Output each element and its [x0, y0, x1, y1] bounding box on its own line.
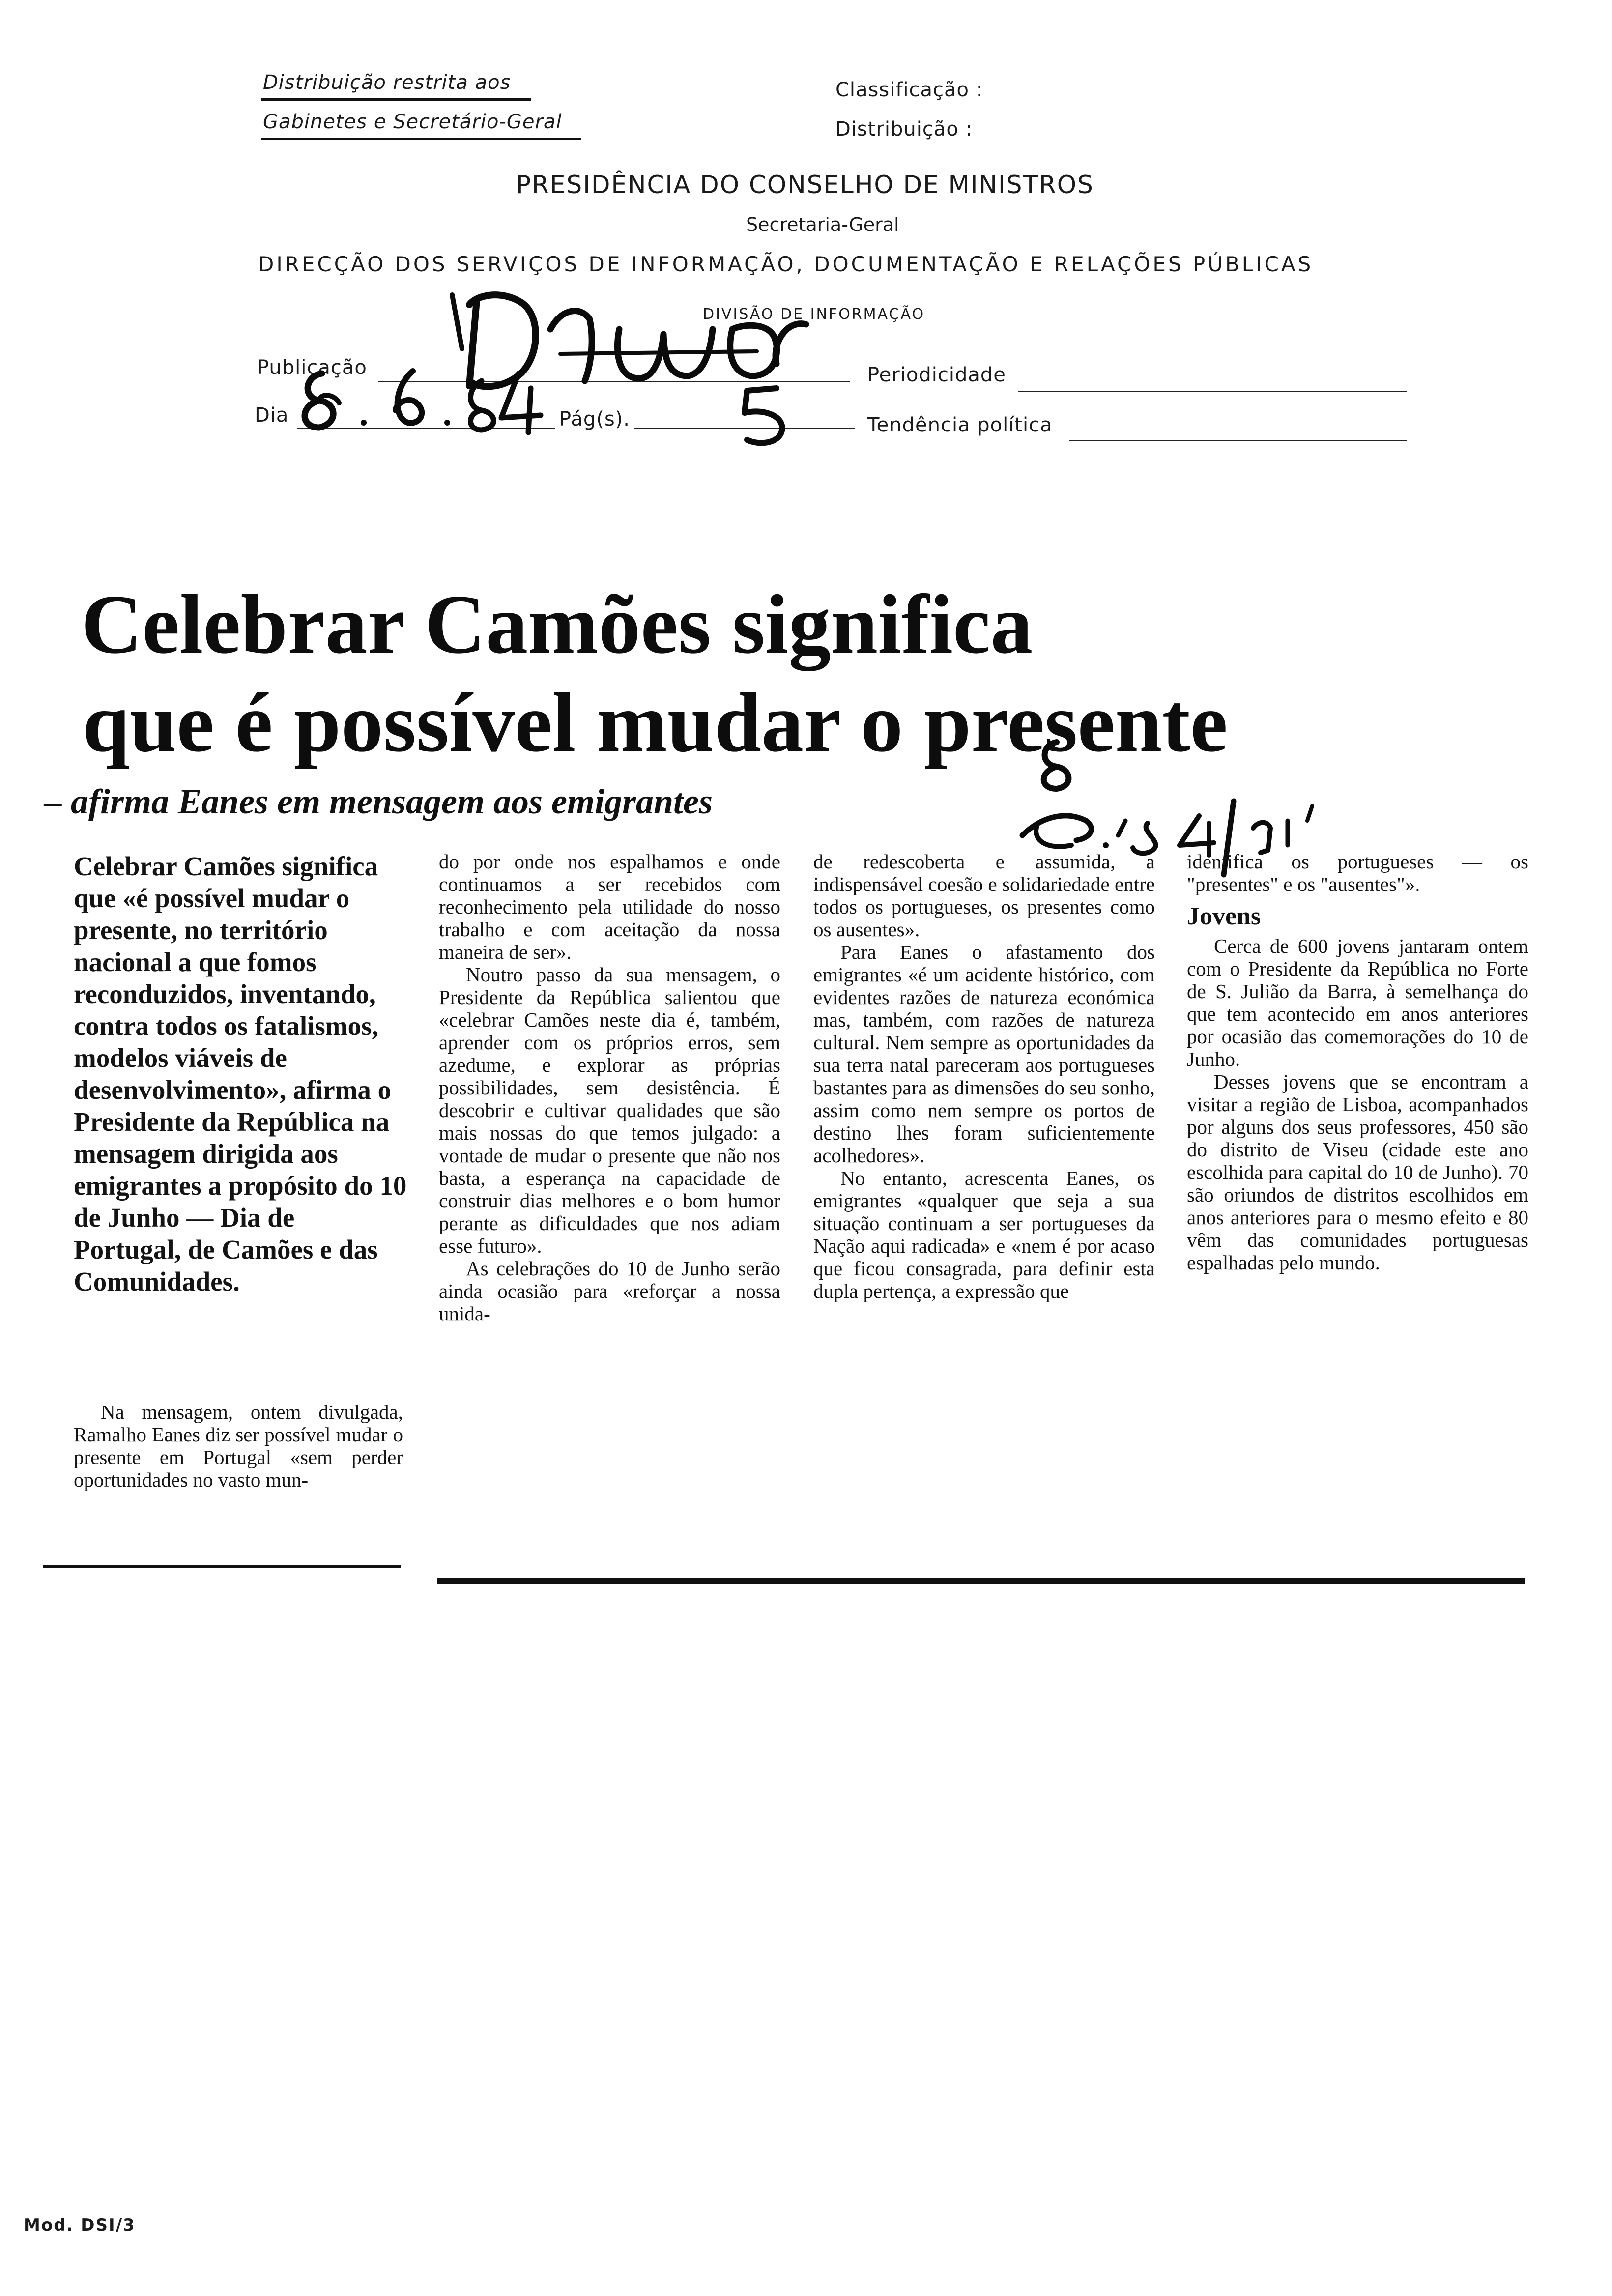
article-col2-paragraph-3: As celebrações do 10 de Junho serão ainda ocasião para «reforçar a nossa unida- [439, 1257, 780, 1325]
article-col4-paragraph-3: Desses jovens que se encontram a visitar a região de Lisboa, acompanhados por alguns dos seus professores, 450 são do distrito de Viseu (cidade este ano escolhida para capital do 10 de Junho). 70 são oriundos de distritos escolhidos em anos anteriores para o mesmo efeito e 80 vêm das comunidades portuguesas espalhadas pelo mundo. [1187, 1070, 1528, 1274]
presidencia-title: PRESIDÊNCIA DO CONSELHO DE MINISTROS [516, 171, 1094, 199]
article-col2-paragraph-2: Noutro passo da sua mensagem, o Presidente da República salientou que «celebrar Camões neste dia é, também, aprender com os próprios erros, sem azedume, e explorar as próprias possibilidades, sem desistência. É descobrir e cultivar qualidades que são mais nossas do que temos julgado: a vontade de mudar o presente que não nos basta, a esperança na capacidade de construir dias melhores e o bom humor perante as dificuldades que nos adiam esse futuro». [439, 963, 780, 1257]
dia-label: Dia [255, 404, 289, 427]
handwritten-publication-name-icon [246, 275, 885, 452]
headline-line-1: Celebrar Camões significa [81, 578, 1033, 671]
article-col2-body [439, 850, 780, 1325]
classificacao-label: Classificação : [835, 79, 983, 101]
article-col1-body [74, 1401, 403, 1491]
article-col3-paragraph-2: Para Eanes o afastamento dos emigrantes «é um acidente histórico, com evidentes razões de natureza económica mas, também, com razões de natureza cultural. Nem sempre as oportunidades da sua terra natal pareceram aos portugueses bastantes para as dimensões do seu sonho, assim como nem sempre os portos de destino lhes foram suficientemente acolhedores». [813, 941, 1155, 1167]
distribution-notice-line-1: Distribuição restrita aos [263, 71, 511, 94]
section-heading-jovens: Jovens [1187, 902, 1261, 930]
article-col3-body [813, 850, 1155, 1302]
form-model-code: Mod. DSI/3 [24, 2215, 136, 2235]
article-col4-body [1187, 850, 1528, 1274]
tendencia-label: Tendência política [867, 414, 1053, 436]
article-col4-paragraph-1: identifica os portugueses — os "presentes" e os "ausentes"». [1187, 850, 1528, 895]
distribuicao-label: Distribuição : [835, 118, 973, 141]
article-col2-paragraph-1: do por onde nos espalhamos e onde continuamos a ser recebidos com reconhecimento pela utilidade do nosso trabalho e com aceitação da nossa maneira de ser». [439, 850, 780, 963]
publicacao-label: Publicação [257, 356, 367, 379]
headline-line-2: que é possível mudar o presente [83, 676, 1228, 770]
column1-bottom-rule [43, 1565, 401, 1568]
article-col4-paragraph-2: Cerca de 600 jovens jantaram ontem com o Presidente da República no Forte de S. Julião da Barra, à semelhança do que tem acontecido em anos anteriores por ocasião das comemorações do 10 de Junho. [1187, 935, 1528, 1070]
periodicidade-label: Periodicidade [867, 364, 1006, 386]
pags-label: Pág(s). [555, 408, 634, 430]
article-col3-paragraph-3: No entanto, acrescenta Eanes, os emigrantes «qualquer que seja a sua situação continuam a ser portugueses da Nação aqui radicada» e «nem é por acaso que ficou consagrada, para definir esta dupla pertença, a expressão que [813, 1167, 1155, 1302]
divisao-informacao: DIVISÃO DE INFORMAÇÃO [703, 306, 925, 323]
distribution-underline-2 [261, 138, 581, 140]
distribution-notice-line-2: Gabinetes e Secretário-Geral [263, 111, 562, 133]
periodicidade-line [1018, 391, 1407, 392]
secretaria-geral: Secretaria-Geral [746, 214, 899, 235]
direccao-title: DIRECÇÃO DOS SERVIÇOS DE INFORMAÇÃO, DOCUMENTAÇÃO E RELAÇÕES PÚBLICAS [258, 252, 1314, 276]
article-lead: Celebrar Camões significa que «é possível mudar o presente, no território nacional a que fomos reconduzidos, inventando, contra todos os fatalismos, modelos viáveis de desenvolvimento», afirma o Presidente da República na mensagem dirigida aos emigrantes a propósito do 10 de Junho — Dia de Portugal, de Camões e das Comunidades. [74, 851, 407, 1296]
tendencia-line [1069, 440, 1407, 441]
article-col3-paragraph-1: de redescoberta e assumida, a indispensável coesão e solidariedade entre todos os portugueses, os presentes como os ausentes». [813, 850, 1155, 941]
subheadline: – afirma Eanes em mensagem aos emigrantes [44, 782, 713, 821]
distribution-underline-1 [261, 98, 531, 101]
article-bottom-rule [437, 1578, 1525, 1584]
article-col1-paragraph: Na mensagem, ontem divulgada, Ramalho Eanes diz ser possível mudar o presente em Portugal «sem perder oportunidades no vasto mun- [74, 1401, 403, 1491]
